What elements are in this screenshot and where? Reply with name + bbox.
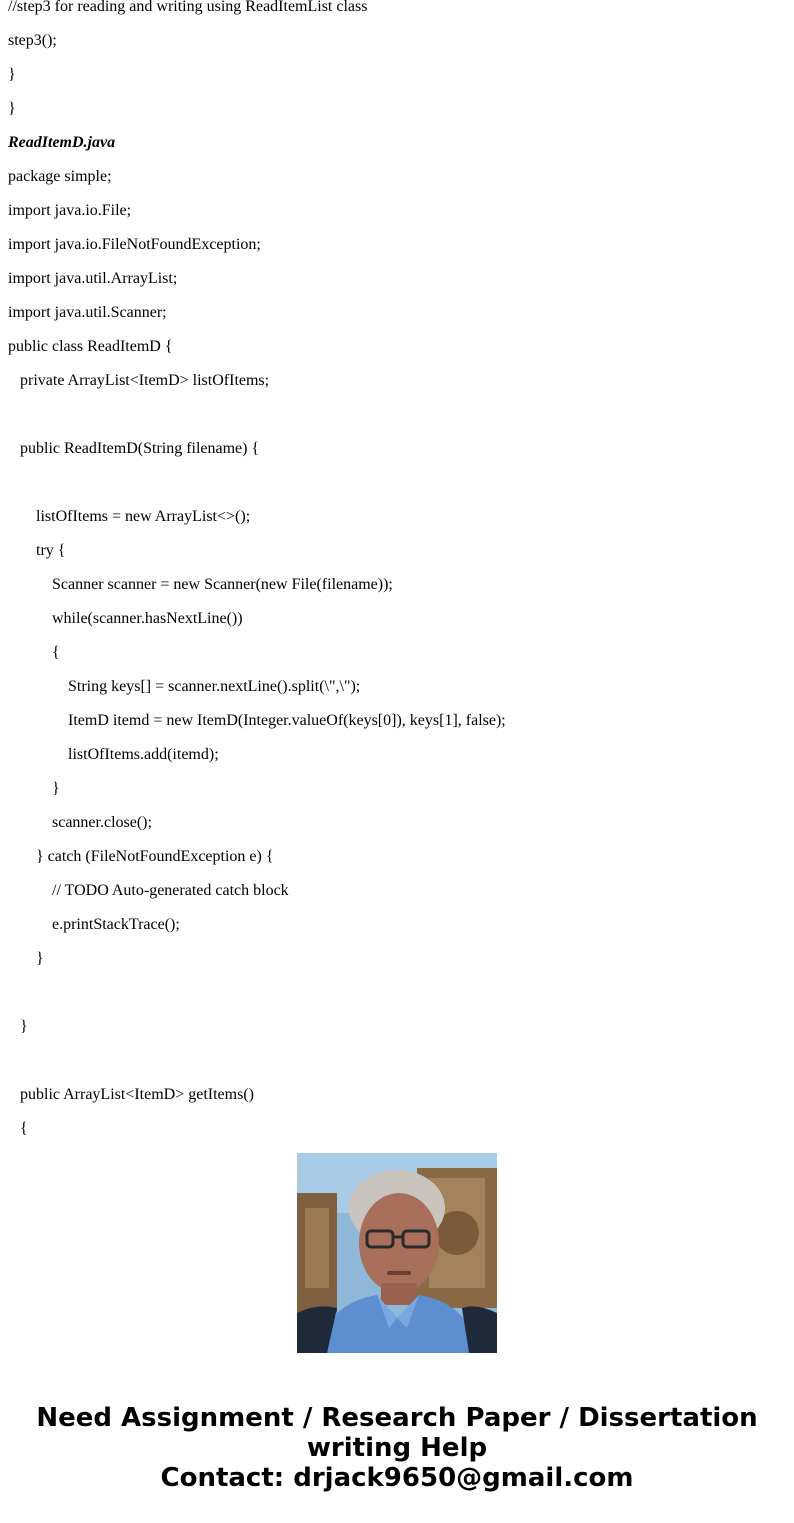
code-line: public ReadItemD(String filename) { (8, 440, 260, 457)
code-line: e.printStackTrace(); (8, 916, 180, 933)
code-line (8, 398, 788, 432)
code-line: try { (8, 542, 66, 559)
code-line: } catch (FileNotFoundException e) { (8, 848, 274, 865)
code-line: { (8, 644, 60, 661)
code-line: import java.util.ArrayList; (8, 270, 178, 287)
code-line: } (8, 100, 16, 117)
avatar (297, 1153, 497, 1353)
code-line: step3(); (8, 32, 57, 49)
code-line: listOfItems.add(itemd); (8, 746, 219, 763)
code-listing (8, 0, 788, 1137)
code-line: import java.util.Scanner; (8, 304, 167, 321)
code-line (8, 466, 788, 500)
code-line: scanner.close(); (8, 814, 152, 831)
code-line: { (8, 1120, 28, 1137)
code-line (8, 1044, 788, 1078)
promo-headline: Need Assignment / Research Paper / Dissertation writing Help (36, 1403, 758, 1463)
code-line: Scanner scanner = new Scanner(new File(filename)); (8, 576, 393, 593)
code-line: import java.io.File; (8, 202, 132, 219)
promo-banner (0, 1403, 794, 1493)
code-line (8, 976, 788, 1010)
promo-contact: Contact: drjack9650@gmail.com (160, 1463, 634, 1493)
code-line: package simple; (8, 168, 112, 185)
code-line: } (8, 1018, 28, 1035)
code-line: public class ReadItemD { (8, 338, 173, 355)
code-line: } (8, 780, 60, 797)
code-line: listOfItems = new ArrayList<>(); (8, 508, 251, 525)
file-heading: ReadItemD.java (8, 134, 116, 151)
code-line: //step3 for reading and writing using ReadItemList class (8, 0, 368, 15)
code-line: public ArrayList<ItemD> getItems() (8, 1086, 254, 1103)
code-line: String keys[] = scanner.nextLine().split(\",\"); (8, 678, 361, 695)
code-line: ItemD itemd = new ItemD(Integer.valueOf(keys[0]), keys[1], false); (8, 712, 506, 729)
code-line: while(scanner.hasNextLine()) (8, 610, 243, 627)
code-line: } (8, 66, 16, 83)
code-line: private ArrayList<ItemD> listOfItems; (8, 372, 270, 389)
code-line: import java.io.FileNotFoundException; (8, 236, 261, 253)
code-line: // TODO Auto-generated catch block (8, 882, 289, 899)
code-line: } (8, 950, 44, 967)
avatar-photo (297, 1153, 497, 1353)
